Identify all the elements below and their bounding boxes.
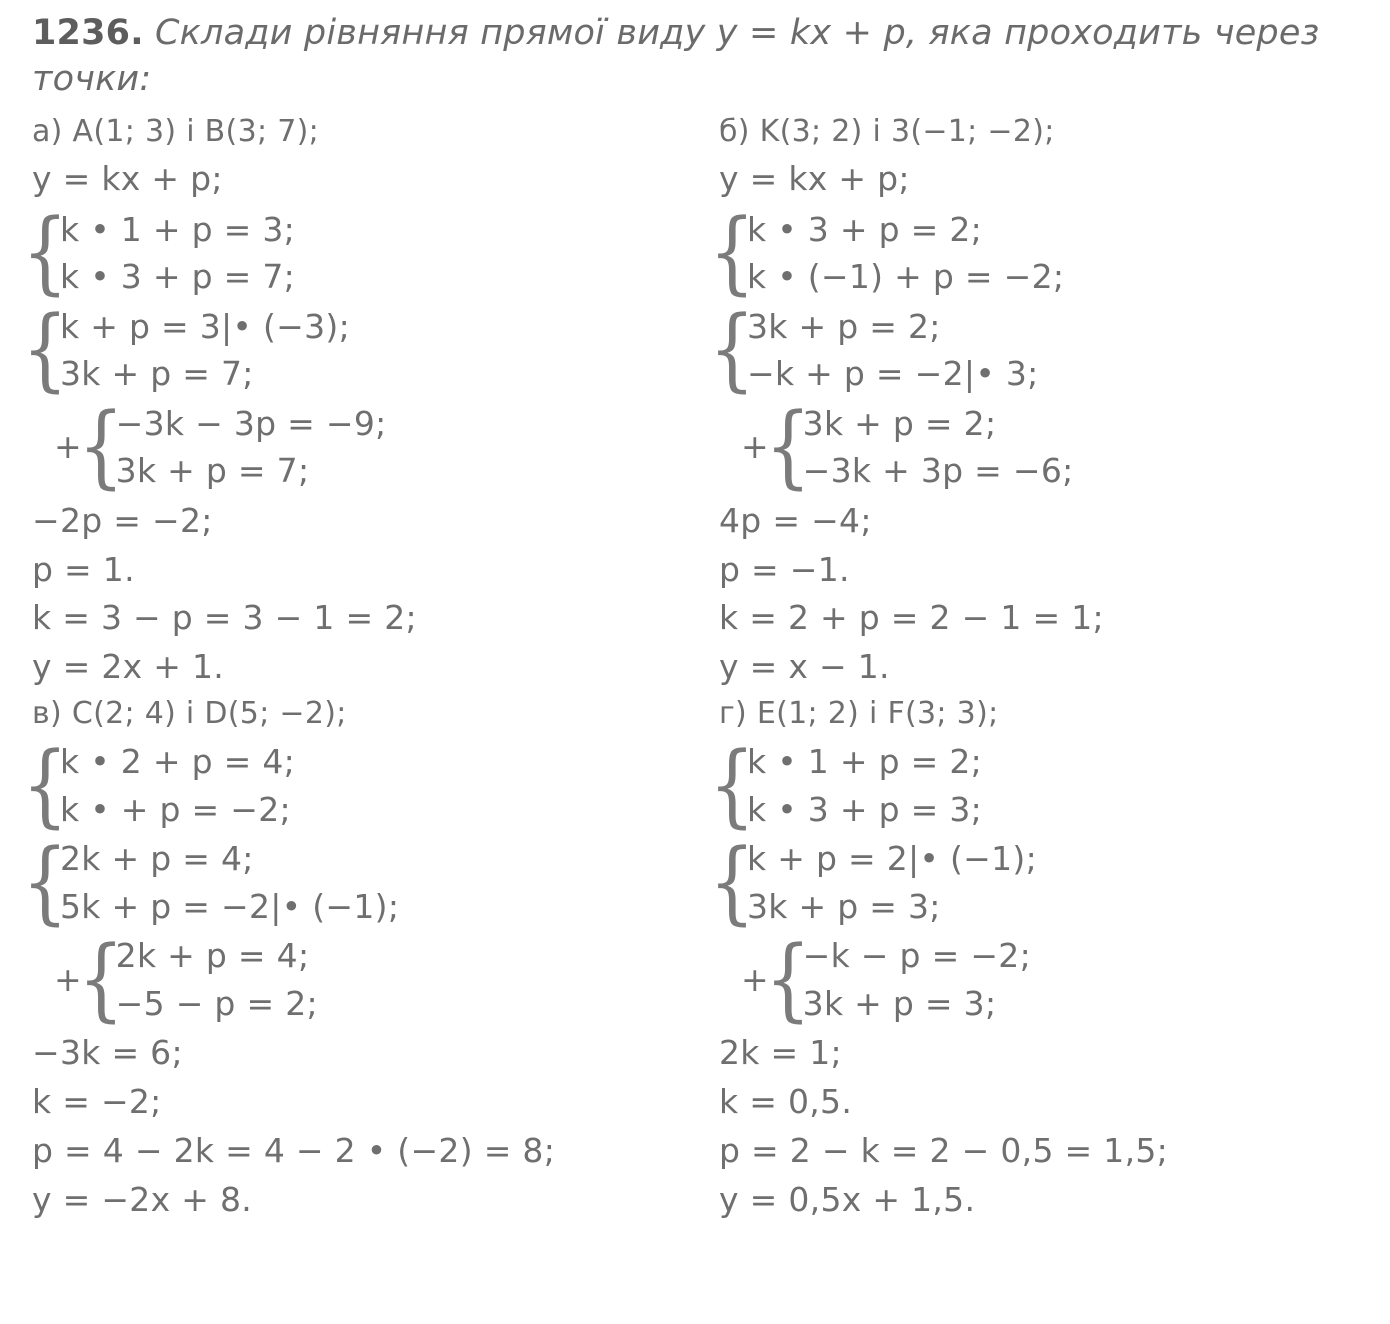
part-b-system-1-row-0: 3k + p = 2; bbox=[747, 306, 941, 346]
part-b-label: б) K(3; 2) і 3(−1; −2); bbox=[719, 114, 1055, 150]
part-b-system-2-plus: + bbox=[741, 426, 769, 466]
part-a-tail-0: −2p = −2; bbox=[32, 500, 213, 540]
part-v-system-0 bbox=[22, 732, 695, 838]
part-g-system-0-row-0: k • 1 + p = 2; bbox=[747, 742, 983, 782]
part-a-system-2 bbox=[54, 393, 695, 499]
exercise-statement-text: Склади рівняння прямої виду y = kx + p, яка проходить через точки: bbox=[32, 13, 1320, 100]
part-g-system-2-row-0: −k − p = −2; bbox=[802, 936, 1031, 976]
part-b-system-0-row-1: k • (−1) + p = −2; bbox=[747, 257, 1065, 297]
part-b-system-2-row-1: −3k + 3p = −6; bbox=[802, 451, 1074, 491]
part-a-system-2-row-1: 3k + p = 7; bbox=[115, 451, 310, 491]
part-a-system-1 bbox=[22, 296, 695, 402]
part-g-tail-1: k = 0,5. bbox=[719, 1082, 853, 1122]
left-brace-icon: { bbox=[709, 732, 755, 838]
part-v-system-2-plus: + bbox=[54, 959, 82, 999]
part-a-system-1-row-1: 3k + p = 7; bbox=[60, 354, 254, 394]
part-b-system-1-row-1: −k + p = −2|• 3; bbox=[747, 354, 1039, 394]
part-g-system-0 bbox=[709, 732, 1390, 838]
part-g-label: г) E(1; 2) і F(3; 3); bbox=[719, 696, 999, 731]
left-brace-icon: { bbox=[22, 296, 68, 402]
left-brace-icon: { bbox=[764, 393, 811, 499]
part-b-system-1 bbox=[709, 296, 1390, 402]
part-a-system-2-plus: + bbox=[54, 426, 82, 466]
part-g-system-2-plus: + bbox=[741, 959, 769, 999]
left-brace-icon: { bbox=[22, 732, 68, 838]
part-v-tail-2: p = 4 − 2k = 4 − 2 • (−2) = 8; bbox=[32, 1131, 556, 1171]
part-v-label: в) C(2; 4) і D(5; −2); bbox=[32, 696, 347, 731]
part-v-system-2 bbox=[54, 926, 695, 1032]
left-brace-icon: { bbox=[22, 199, 68, 305]
part-a-line-0: y = kx + p; bbox=[32, 158, 223, 198]
solution-part-b bbox=[709, 110, 1390, 692]
part-v-system-1 bbox=[22, 829, 695, 935]
part-a-tail-3: y = 2x + 1. bbox=[32, 647, 225, 687]
left-brace-icon: { bbox=[709, 296, 755, 402]
left-brace-icon: { bbox=[764, 926, 811, 1032]
part-g-system-2 bbox=[741, 926, 1390, 1032]
solution-part-g bbox=[709, 692, 1390, 1225]
part-v-system-1-row-1: 5k + p = −2|• (−1); bbox=[60, 886, 400, 926]
part-g-tail-2: p = 2 − k = 2 − 0,5 = 1,5; bbox=[719, 1131, 1169, 1171]
part-b-tail-2: k = 2 + p = 2 − 1 = 1; bbox=[719, 598, 1104, 638]
part-v-system-0-row-0: k • 2 + p = 4; bbox=[60, 742, 296, 782]
part-a-tail-1: p = 1. bbox=[32, 549, 135, 589]
left-brace-icon: { bbox=[709, 199, 755, 305]
part-g-tail-0: 2k = 1; bbox=[719, 1033, 842, 1073]
part-g-system-2-row-1: 3k + p = 3; bbox=[802, 983, 997, 1023]
part-a-system-1-row-0: k + p = 3|• (−3); bbox=[60, 306, 350, 346]
part-v-tail-0: −3k = 6; bbox=[32, 1033, 183, 1073]
part-a-system-2-row-0: −3k − 3p = −9; bbox=[115, 403, 387, 443]
part-a-label: а) A(1; 3) і B(3; 7); bbox=[32, 114, 319, 150]
part-g-system-1 bbox=[709, 829, 1390, 935]
right-column bbox=[695, 110, 1390, 1224]
part-g-system-0-row-1: k • 3 + p = 3; bbox=[747, 789, 983, 829]
left-column bbox=[0, 110, 695, 1224]
part-b-system-2 bbox=[741, 393, 1390, 499]
part-a-system-0-row-1: k • 3 + p = 7; bbox=[60, 257, 296, 297]
part-v-system-2-row-1: −5 − p = 2; bbox=[115, 983, 318, 1023]
part-b-system-0-row-0: k • 3 + p = 2; bbox=[747, 209, 983, 249]
part-a-system-0-row-0: k • 1 + p = 3; bbox=[60, 209, 296, 249]
left-brace-icon: { bbox=[709, 829, 755, 935]
part-b-line-0: y = kx + p; bbox=[719, 158, 910, 198]
part-b-system-2-row-0: 3k + p = 2; bbox=[802, 403, 997, 443]
exercise-number: 1236. bbox=[32, 13, 144, 53]
part-v-tail-1: k = −2; bbox=[32, 1082, 162, 1122]
part-v-tail-3: y = −2x + 8. bbox=[32, 1179, 253, 1219]
solution-part-v bbox=[22, 692, 695, 1225]
exercise-statement bbox=[0, 0, 1390, 102]
part-a-system-0 bbox=[22, 199, 695, 305]
part-b-tail-1: p = −1. bbox=[719, 549, 850, 589]
part-a-tail-2: k = 3 − p = 3 − 1 = 2; bbox=[32, 598, 417, 638]
part-g-tail-3: y = 0,5x + 1,5. bbox=[719, 1179, 976, 1219]
left-brace-icon: { bbox=[77, 926, 124, 1032]
part-v-system-2-row-0: 2k + p = 4; bbox=[115, 936, 310, 976]
part-v-system-0-row-1: k • + p = −2; bbox=[60, 789, 291, 829]
part-v-system-1-row-0: 2k + p = 4; bbox=[60, 839, 254, 879]
part-b-tail-0: 4p = −4; bbox=[719, 500, 872, 540]
solution-columns bbox=[0, 102, 1390, 1224]
left-brace-icon: { bbox=[22, 829, 68, 935]
part-g-system-1-row-1: 3k + p = 3; bbox=[747, 886, 941, 926]
part-b-tail-3: y = x − 1. bbox=[719, 647, 890, 687]
left-brace-icon: { bbox=[77, 393, 124, 499]
part-b-system-0 bbox=[709, 199, 1390, 305]
solution-part-a bbox=[22, 110, 695, 692]
part-g-system-1-row-0: k + p = 2|• (−1); bbox=[747, 839, 1037, 879]
